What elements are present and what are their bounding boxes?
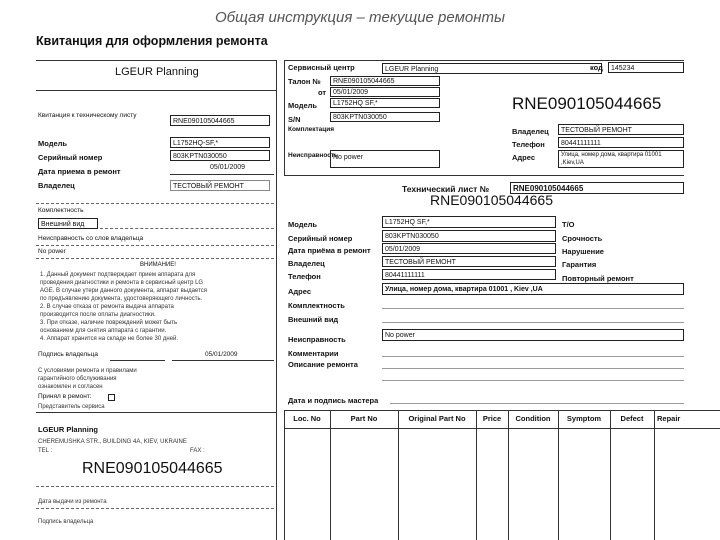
receipt-small-line: AGE. В случае утери данного документа, аппарат выдается [40, 288, 208, 294]
receipt-dash-3 [36, 245, 274, 246]
receipt-small-line: 2. В случае отказа от ремонта выдача аппарата [40, 304, 174, 310]
receipt-defect-label: Неисправность со слов владельца [38, 235, 144, 242]
receipt-footer-line [36, 412, 276, 413]
tech-address-row-value: Улица, номер дома, квартира 01001 , Kiev ,UA [382, 283, 684, 295]
receipt-serial-value: 803KPTN030050 [170, 150, 270, 161]
receipt-dash-2 [100, 228, 274, 229]
tech-comments-label: Комментарии [288, 349, 339, 358]
receipt-agree-line: С условиями ремонта и правилами [38, 368, 137, 374]
tech-owner-value: ТЕСТОВЫЙ РЕМОНТ [558, 124, 684, 135]
page-subtitle: Квитанция для оформления ремонта [36, 34, 268, 48]
receipt-brand-line [36, 90, 276, 91]
parts-col-header: Price [482, 414, 502, 423]
receipt-dash-1 [36, 203, 274, 204]
parts-col-line [398, 410, 399, 540]
tech-row-right: T/O [562, 220, 575, 229]
tech-comments-line [382, 356, 684, 357]
parts-col-header: Part No [350, 414, 378, 423]
tech-row-right: Гарантия [562, 260, 597, 269]
tech-top-bottom-line [284, 175, 684, 176]
receipt-footer-brand: LGEUR Planning [38, 425, 98, 434]
parts-col-header: Condition [515, 414, 551, 423]
tech-repair-line-2 [382, 380, 684, 381]
receipt-footer-fax: FAX : [190, 448, 205, 454]
parts-col-header: Repair [657, 414, 681, 423]
receipt-footer-number: RNE090105044665 [82, 460, 223, 477]
tech-from-label: от [318, 88, 327, 97]
tech-row-label: Телефон [288, 272, 321, 281]
tech-ticket-value: RNE090105044665 [330, 76, 440, 86]
receipt-date-line [170, 174, 274, 175]
receipt-sheet-value: RNE090105044665 [170, 115, 270, 126]
receipt-accepted-value: Представитель сервиса [38, 404, 105, 410]
parts-col-line [654, 410, 655, 540]
parts-col-header: Loc. No [293, 414, 321, 423]
receipt-footer-small: Подпись владельца [38, 519, 94, 525]
receipt-dash-6 [36, 508, 274, 509]
tech-row-value: 803KPTN030050 [382, 230, 556, 242]
receipt-small-line: 3. При отказе, наличие повреждений может быть [40, 320, 178, 326]
receipt-small-line: 4. Аппарат хранится на складе не более 30 дней. [40, 336, 179, 342]
receipt-model-value: L1752HQ-SF,* [170, 137, 270, 148]
tech-master-line [390, 403, 684, 404]
tech-address-value: Улица, номер дома, квартира 01001 ,Kiev,UA [558, 150, 684, 168]
receipt-set-value: Внешний вид [38, 218, 98, 229]
tech-service-label: Сервисный центр [288, 63, 355, 72]
tech-row-value: ТЕСТОВЫЙ РЕМОНТ [382, 256, 556, 267]
receipt-footer-small: Дата выдачи из ремонта [38, 499, 107, 505]
tech-set-label: Комплектация [288, 126, 335, 133]
receipt-agree-line: гарантийного обслуживания [38, 376, 117, 382]
tech-left-border [284, 60, 285, 175]
parts-col-header: Original Part No [408, 414, 466, 423]
receipt-model-label: Модель [38, 139, 68, 148]
parts-col-line [558, 410, 559, 540]
parts-col-line [284, 410, 285, 540]
tech-code-label: код [590, 63, 603, 72]
tech-defect-label: Неисправность [288, 152, 339, 159]
tech-address-label: Адрес [512, 153, 536, 162]
tech-row-label: Серийный номер [288, 234, 353, 243]
tech-service-value: LGEUR Planning [382, 63, 602, 74]
tech-master-label: Дата и подпись мастера [288, 396, 379, 405]
receipt-sign-date-line [172, 360, 274, 361]
receipt-brand: LGEUR Planning [115, 66, 199, 78]
tech-row-right: Срочность [562, 234, 603, 243]
receipt-accepted-checkbox [108, 394, 115, 401]
receipt-small-line: основанием для снятия аппарата с гарантии. [40, 328, 167, 334]
tech-big-number: RNE090105044665 [512, 94, 662, 113]
tech-from-value: 05/01/2009 [330, 87, 440, 97]
tech-row-label: Владелец [288, 259, 325, 268]
receipt-set-label: Комплектность [38, 207, 84, 214]
tech-owner-label: Владелец [512, 127, 549, 136]
parts-col-line [476, 410, 477, 540]
tech-row-right: Нарушение [562, 247, 604, 256]
tech-row-value: 80441111111 [382, 269, 556, 280]
receipt-small-line: 1. Данный документ подтверждает прием аппарата для [40, 272, 196, 278]
receipt-date-label: Дата приема в ремонт [38, 167, 121, 176]
tech-row-value: 05/01/2009 [382, 243, 556, 254]
parts-col-line [610, 410, 611, 540]
receipt-footer-address: CHEREMUSHKA STR., BUILDING 4A, KIEV, UKRAINE [38, 439, 187, 445]
tech-ticket-label: Талон № [288, 77, 321, 86]
receipt-owner-value: ТЕСТОВЫЙ РЕМОНТ [170, 180, 270, 191]
receipt-agree-line: ознакомлен и согласен [38, 384, 103, 390]
receipt-notice: ВНИМАНИЕ! [140, 262, 176, 268]
tech-heading-label: Технический лист № [402, 184, 490, 194]
tech-big-number-2: RNE090105044665 [430, 192, 553, 208]
receipt-serial-label: Серийный номер [38, 153, 103, 162]
receipt-sign-date: 05/01/2009 [205, 351, 238, 358]
receipt-divider [276, 60, 277, 540]
tech-row-value: L1752HQ SF,* [382, 216, 556, 228]
tech-top-line [284, 60, 684, 61]
receipt-dash-5 [36, 486, 274, 487]
tech-set-row: Комплектность [288, 301, 345, 310]
parts-col-line [508, 410, 509, 540]
receipt-date-value: 05/01/2009 [210, 164, 246, 171]
tech-repair-line-1 [382, 368, 684, 369]
tech-row-right: Повторный ремонт [562, 274, 634, 283]
parts-col-header: Defect [620, 414, 644, 423]
tech-phone-label: Телефон [512, 140, 545, 149]
tech-phone-value: 80441111111 [558, 137, 684, 148]
receipt-top-line [36, 60, 276, 61]
receipt-small-line: по предъявлению документа, удостоверяющего личность. [40, 296, 203, 302]
tech-defect-value: No power [330, 150, 440, 168]
parts-col-header: Symptom [566, 414, 602, 423]
tech-repair-desc-label: Описание ремонта [288, 360, 358, 369]
receipt-small-line: проведения диагностики и ремонта в сервисный центр LG [40, 280, 204, 286]
tech-fault-row-label: Неисправность [288, 335, 346, 344]
tech-heading-value: RNE090105044665 [510, 182, 684, 194]
receipt-footer-tel: TEL : [38, 448, 53, 454]
tech-row-label: Дата приёма в ремонт [288, 246, 371, 255]
page-title: Общая инструкция – текущие ремонты [215, 9, 505, 26]
receipt-sign-label: Подпись владельца [38, 351, 98, 358]
receipt-sign-line [110, 360, 165, 361]
tech-sn-value: 803KPTN030050 [330, 112, 440, 122]
tech-set-row-line [382, 308, 684, 309]
receipt-small-line: производится после оплаты диагностики. [40, 312, 156, 318]
parts-col-line [330, 410, 331, 540]
tech-fault-row-value: No power [382, 329, 684, 341]
tech-code-value: 145234 [608, 62, 684, 73]
receipt-dash-4 [36, 258, 274, 259]
receipt-defect-value: No power [38, 248, 66, 255]
tech-row-label: Модель [288, 220, 318, 229]
tech-model-value: L1752HQ SF,* [330, 98, 440, 108]
receipt-accepted-label: Принял в ремонт: [38, 393, 92, 400]
tech-sn-label: S/N [288, 115, 301, 124]
tech-look-row-line [382, 322, 684, 323]
receipt-owner-label: Владелец [38, 181, 75, 190]
tech-address-row-label: Адрес [288, 287, 312, 296]
receipt-sheet-label: Квитанция к техническому листу [38, 112, 137, 119]
tech-model-label: Модель [288, 101, 318, 110]
tech-look-row: Внешний вид [288, 315, 339, 324]
